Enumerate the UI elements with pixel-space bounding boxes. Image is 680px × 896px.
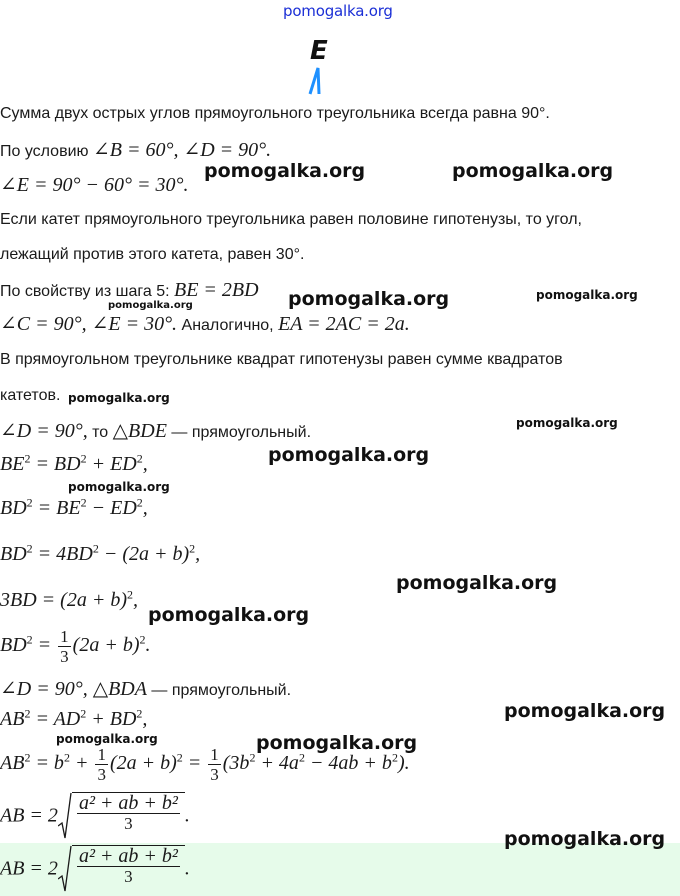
equation-4: $3BD = (2a + b)^2$, bbox=[0, 587, 138, 611]
fraction: $\frac{\text{a² + ab + b²}}{3}$ bbox=[78, 792, 178, 833]
fraction: $\frac{1}{3}$ bbox=[60, 627, 69, 666]
sqrt bbox=[58, 792, 185, 842]
watermark: pomogalka.org bbox=[148, 604, 310, 626]
fraction: $\frac{1}{3}$ bbox=[97, 745, 106, 784]
watermark: pomogalka.org bbox=[268, 444, 430, 466]
line-1: Сумма двух острых углов прямоугольного треугольника всегда равна 90°. bbox=[0, 105, 550, 122]
header-link[interactable]: pomogalka.org bbox=[283, 2, 393, 20]
logo-letter: E bbox=[310, 36, 328, 66]
watermark: pomogalka.org bbox=[68, 391, 170, 405]
watermark: pomogalka.org bbox=[516, 416, 618, 430]
line-10: ∠D = 90°, то △BDE — прямоугольный. bbox=[0, 420, 312, 442]
line-8: В прямоугольном треугольнике квадрат гипотенузы равен сумме квадратов bbox=[0, 351, 563, 368]
line-3: ∠E = 90° − 60° = 30°. bbox=[0, 174, 189, 196]
watermark: pomogalka.org bbox=[288, 288, 450, 310]
watermark: pomogalka.org bbox=[504, 700, 666, 722]
equation-5: $BD^2$ = $\frac{1}{3}$ $(2a + b)^2$. bbox=[0, 627, 151, 666]
line-5: лежащий против этого катета, равен 30°. bbox=[0, 246, 305, 263]
watermark: pomogalka.org bbox=[396, 572, 558, 594]
line-9: катетов. bbox=[0, 387, 61, 404]
answer-equation: AB = 2 $\frac{\text{a² + ab + b²}}{3}$ . bbox=[0, 845, 190, 895]
logo bbox=[300, 36, 340, 98]
equation-3: $BD^2 = 4BD^2 - (2a + b)^2$, bbox=[0, 541, 201, 565]
watermark: pomogalka.org bbox=[56, 732, 158, 746]
equation-2: $BD^2 = BE^2 - ED^2$, bbox=[0, 495, 148, 519]
line-4: Если катет прямоугольного треугольника равен половине гипотенузы, то угол, bbox=[0, 211, 582, 228]
fraction: $\frac{\text{a² + ab + b²}}{3}$ bbox=[78, 845, 178, 886]
watermark: pomogalka.org bbox=[108, 300, 193, 311]
equation-8: AB = 2 $\frac{\text{a² + ab + b²}}{3}$ . bbox=[0, 792, 190, 842]
sqrt bbox=[58, 845, 185, 895]
equation-6: $AB^2 = AD^2 + BD^2$, bbox=[0, 706, 148, 730]
equation-7: $AB^2 = b^2$ + $\frac{1}{3}$ $(2a + b)^2$ = $\frac{1}{3}$ $(3b^2 + 4a^2 - 4ab + b^2)$. bbox=[0, 745, 410, 784]
equation-1: $BE^2 = BD^2 + ED^2$, bbox=[0, 451, 148, 475]
watermark: pomogalka.org bbox=[452, 160, 614, 182]
watermark: pomogalka.org bbox=[68, 480, 170, 494]
watermark: pomogalka.org bbox=[256, 732, 418, 754]
line-2: По условию ∠B = 60°, ∠D = 90°. bbox=[0, 139, 272, 161]
logo-angle-icon bbox=[300, 36, 340, 98]
line-7: ∠C = 90°, ∠E = 30°. Аналогично, EA = 2AC = 2a. bbox=[0, 313, 410, 335]
watermark: pomogalka.org bbox=[504, 828, 666, 850]
fraction: $\frac{1}{3}$ bbox=[210, 745, 219, 784]
line-6: По свойству из шага 5: BE = 2BD bbox=[0, 279, 259, 301]
watermark: pomogalka.org bbox=[536, 288, 638, 302]
line-16: ∠D = 90°, △BDA — прямоугольный. bbox=[0, 678, 292, 700]
watermark: pomogalka.org bbox=[204, 160, 366, 182]
